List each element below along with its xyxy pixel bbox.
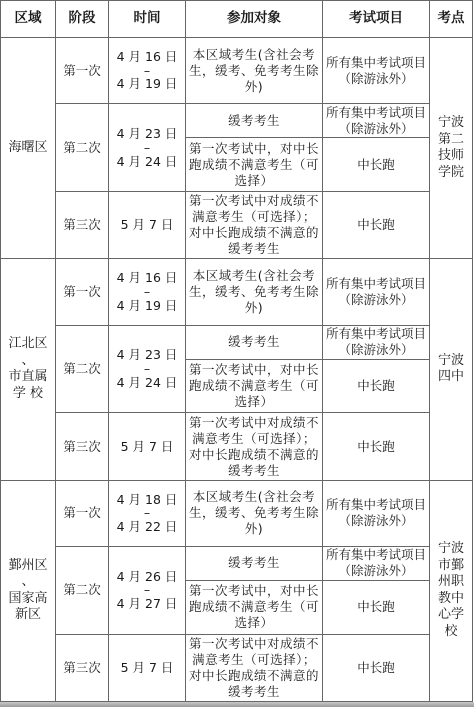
participants-cell: 缓考考生 <box>186 325 323 359</box>
exam-items-cell: 中长跑 <box>323 138 430 192</box>
region-name: 鄞州区 、 国家高 新区 <box>1 480 56 701</box>
date-range <box>109 413 186 480</box>
date-separator: – <box>143 505 151 521</box>
header-participants: 参加对象 <box>186 1 323 38</box>
header-venue: 考点 <box>430 1 473 38</box>
table-row <box>1 634 473 701</box>
participants-cell: 第一次考试中，对中长跑成绩不满意考生（可选择） <box>186 359 323 413</box>
header-time: 时间 <box>109 1 186 38</box>
table-row <box>1 38 473 104</box>
table-row <box>1 325 473 359</box>
exam-items-cell: 中长跑 <box>323 413 430 480</box>
date-range <box>109 480 186 546</box>
stage-label: 第二次 <box>56 546 109 634</box>
participants-cell: 第一次考试中对成绩不满意考生（可选择）；对中长跑成绩不满意的缓考考生 <box>186 634 323 701</box>
date-single: 5 月 7 日 <box>120 659 174 675</box>
date-separator: – <box>143 139 151 155</box>
stage-label: 第二次 <box>56 104 109 192</box>
header-row <box>1 1 473 38</box>
stage-label: 第三次 <box>56 192 109 259</box>
date-start: 4 月 23 日 <box>116 347 178 363</box>
date-end: 4 月 24 日 <box>116 374 178 390</box>
date-range <box>109 192 186 259</box>
date-end: 4 月 22 日 <box>116 519 178 535</box>
date-end: 4 月 19 日 <box>116 297 178 313</box>
schedule-body <box>1 38 473 702</box>
stage-label: 第三次 <box>56 634 109 701</box>
exam-items-cell: 中长跑 <box>323 192 430 259</box>
stage-label: 第三次 <box>56 413 109 480</box>
date-range <box>109 634 186 701</box>
exam-items-cell: 所有集中考试项目（除游泳外） <box>323 259 430 325</box>
date-range <box>109 325 186 413</box>
exam-items-cell: 所有集中考试项目（除游泳外） <box>323 325 430 359</box>
exam-items-cell: 中长跑 <box>323 634 430 701</box>
venue-name: 宁波 第二 技师 学院 <box>430 38 473 259</box>
stage-label: 第一次 <box>56 38 109 104</box>
table-row <box>1 413 473 480</box>
participants-cell: 本区域考生(含社会考生，缓考、免考考生除外) <box>186 259 323 325</box>
region-name: 海曙区 <box>1 38 56 259</box>
participants-cell: 缓考考生 <box>186 104 323 138</box>
table-row <box>1 546 473 580</box>
header-exam-items: 考试项目 <box>323 1 430 38</box>
participants-cell: 第一次考试中，对中长跑成绩不满意考生（可选择） <box>186 580 323 634</box>
exam-items-cell: 所有集中考试项目（除游泳外） <box>323 104 430 138</box>
exam-items-cell: 所有集中考试项目（除游泳外） <box>323 480 430 546</box>
exam-items-cell: 所有集中考试项目（除游泳外） <box>323 38 430 104</box>
date-end: 4 月 24 日 <box>116 153 178 169</box>
table-row <box>1 259 473 325</box>
participants-cell: 第一次考试中对成绩不满意考生（可选择）；对中长跑成绩不满意的缓考考生 <box>186 413 323 480</box>
date-start: 4 月 18 日 <box>116 491 178 507</box>
date-end: 4 月 19 日 <box>116 76 178 92</box>
date-range <box>109 104 186 192</box>
date-end: 4 月 27 日 <box>116 596 178 612</box>
stage-label: 第一次 <box>56 480 109 546</box>
date-start: 4 月 23 日 <box>116 126 178 142</box>
page-bottom-edge <box>0 702 474 707</box>
region-name: 江北区 、 市直属 学 校 <box>1 259 56 480</box>
participants-cell: 本区域考生(含社会考生，缓考、免考考生除外) <box>186 480 323 546</box>
date-single: 5 月 7 日 <box>120 217 174 233</box>
stage-label: 第一次 <box>56 259 109 325</box>
venue-name: 宁波 市鄞 州职 教中 心学 校 <box>430 480 473 701</box>
date-single: 5 月 7 日 <box>120 438 174 454</box>
date-range <box>109 259 186 325</box>
date-range <box>109 546 186 634</box>
table-row <box>1 104 473 138</box>
participants-cell: 本区域考生(含社会考生，缓考、免考考生除外) <box>186 38 323 104</box>
stage-label: 第二次 <box>56 325 109 413</box>
date-start: 4 月 16 日 <box>116 270 178 286</box>
exam-items-cell: 所有集中考试项目（除游泳外） <box>323 546 430 580</box>
date-separator: – <box>143 361 151 377</box>
participants-cell: 第一次考试中对成绩不满意考生（可选择）；对中长跑成绩不满意的缓考考生 <box>186 192 323 259</box>
date-separator: – <box>143 62 151 78</box>
date-separator: – <box>143 284 151 300</box>
exam-items-cell: 中长跑 <box>323 359 430 413</box>
header-stage: 阶段 <box>56 1 109 38</box>
date-range <box>109 38 186 104</box>
date-start: 4 月 16 日 <box>116 48 178 64</box>
participants-cell: 第一次考试中，对中长跑成绩不满意考生（可选择） <box>186 138 323 192</box>
table-row <box>1 192 473 259</box>
participants-cell: 缓考考生 <box>186 546 323 580</box>
header-region: 区域 <box>1 1 56 38</box>
exam-items-cell: 中长跑 <box>323 580 430 634</box>
date-separator: – <box>143 582 151 598</box>
date-start: 4 月 26 日 <box>116 568 178 584</box>
venue-name: 宁波 四中 <box>430 259 473 480</box>
table-row <box>1 480 473 546</box>
